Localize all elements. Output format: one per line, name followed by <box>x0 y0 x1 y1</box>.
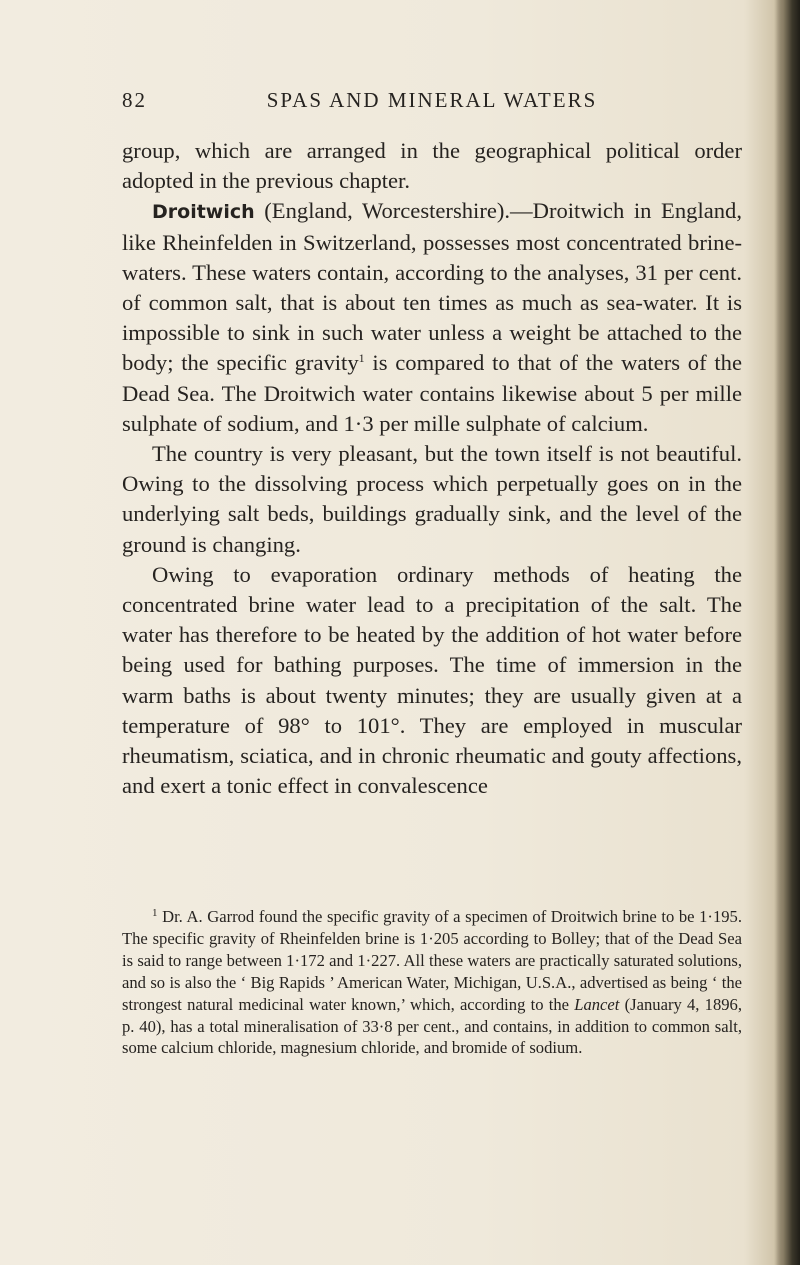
footnote <box>122 906 742 1059</box>
page-number: 82 <box>122 88 147 112</box>
paragraph-country: The country is very pleasant, but the town itself is not beautiful. Owing to the dissolving process which perpetually goes on in the underlying salt beds, buildings gradually sink, and the level of the ground is changing. <box>122 441 742 557</box>
journal-title: Lancet <box>574 994 620 1014</box>
footnote-reference: 1 <box>358 351 365 366</box>
running-title: SPAS AND MINERAL WATERS <box>266 88 598 112</box>
section-lead-droitwich: Droitwich <box>152 201 255 224</box>
paragraph-droitwich <box>122 196 742 439</box>
paragraph-text: is compared to that of the waters of the Dead Sea. The Droitwich water contains likewise about 5 per mille sulphate of sodium, and 1·3 per mille sulphate of calcium. <box>122 350 742 436</box>
body-text <box>122 136 742 801</box>
paragraph-text: (England, Worcestershire).—Droitwich in England, like Rheinfelden in Switzerland, possesses most concentrated brine-waters. These waters contain, according to the analyses, 31 per cent. of common salt, that is about ten times as much as sea-water. It is impossible to sink in such water unless a weight be attached to the body; the specific gravity <box>122 198 742 376</box>
footnote-text: Dr. A. Garrod found the specific gravity of a specimen of Droitwich brine to be 1·195. The specific gravity of Rheinfelden brine is 1·205 according to Bolley; that of the Dead Sea is said to range between 1·172 and 1·227. All these waters are practically saturated solutions, and so is also the ‘ Big Rapids ’ American Water, Michigan, U.S.A., advertised as being ‘ the strongest natural medicinal water known,’ which, according to the <box>122 907 742 1014</box>
footnote-marker: 1 <box>152 907 158 919</box>
paragraph-continuation: group, which are arranged in the geographical political order adopted in the previous chapter. <box>122 138 742 194</box>
paragraph-heating: Owing to evaporation ordinary methods of heating the concentrated brine water lead to a precipitation of the salt. The water has therefore to be heated by the addition of hot water before being used for bathing purposes. The time of immersion in the warm baths is about twenty minutes; they are usually given at a temperature of 98° to 101°. They are employed in muscular rheumatism, sciatica, and in chronic rheumatic and gouty affections, and exert a tonic effect in convalescence <box>122 561 742 799</box>
book-spine-edge <box>774 0 800 1265</box>
footnote-paragraph <box>122 906 742 1059</box>
footnote-text: (January 4, 1896, p. 40), has a total mineralisation of 33·8 per cent., and contains, in addition to common salt, some calcium chloride, magnesium chloride, and bromide of sodium. <box>122 994 743 1058</box>
